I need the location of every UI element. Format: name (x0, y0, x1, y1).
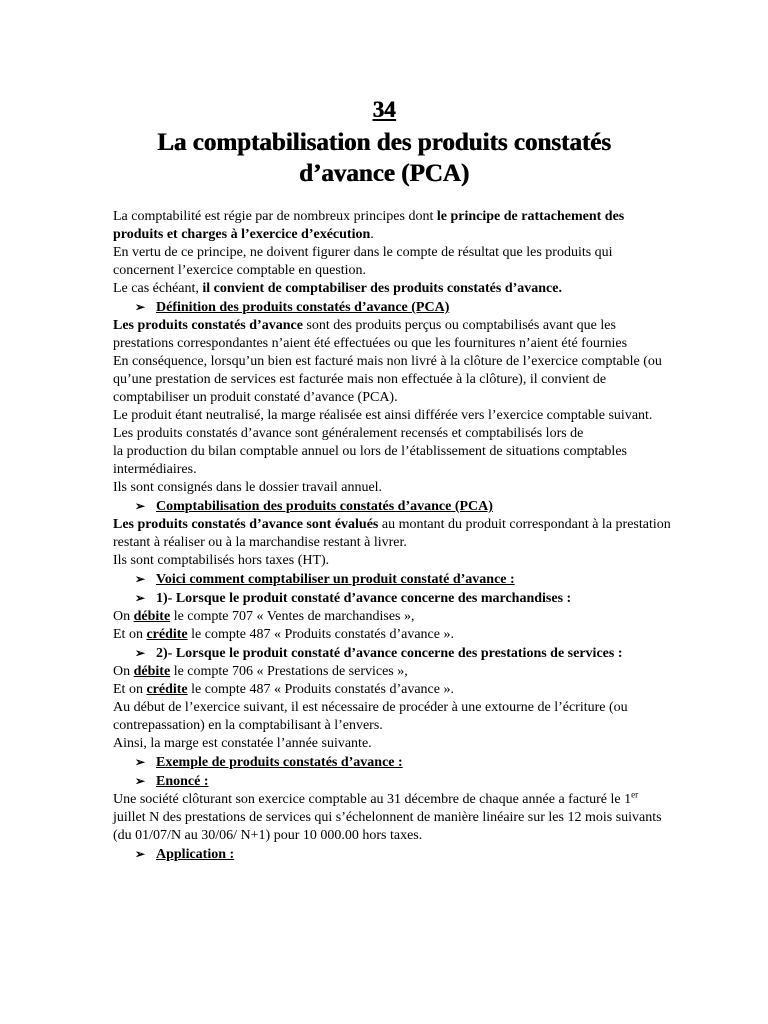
case2-debit-line: On débite le compte 706 « Prestations de services », (113, 664, 408, 679)
comptabilisation-paragraph-4: Ainsi, la marge est constatée l’année suivante. (113, 736, 372, 751)
arrow-bullet-icon: ➢ (135, 774, 146, 788)
comptabilisation-paragraph-1: Les produits constatés d’avance sont évalués au montant du produit correspondant à la prestation restant à réaliser ou à la marchandise restant à livrer. (113, 517, 671, 550)
comptabilisation-paragraph-3: Au début de l’exercice suivant, il est nécessaire de procéder à une extourne de l’écriture (ou contrepassation) en la comptabilisant à l’envers. (113, 700, 628, 733)
heading-exemple: ➢ Exemple de produits constatés d’avance : (135, 755, 403, 770)
title-line-2: d’avance (PCA) (298, 160, 470, 187)
case1-debit-line: On débite le compte 707 « Ventes de marchandises », (113, 609, 415, 624)
heading-comptabilisation: ➢ Comptabilisation des produits constatés d’avance (PCA) (135, 499, 493, 514)
definition-paragraph-1: Les produits constatés d’avance sont des produits perçus ou comptabilisés avant que les prestations correspondantes n’aient été effectuées ou que les fournitures n’aient été fournies (113, 318, 628, 351)
comptabilisation-paragraph-2: Ils sont comptabilisés hors taxes (HT). (113, 553, 330, 568)
heading-enonce: ➢ Enoncé : (135, 774, 209, 789)
document-body (113, 208, 673, 864)
arrow-bullet-icon: ➢ (135, 591, 146, 605)
heading-application: ➢ Application : (135, 847, 235, 862)
case2-credit-line: Et on crédite le compte 487 « Produits constatés d’avance ». (113, 682, 454, 697)
arrow-bullet-icon: ➢ (135, 499, 146, 513)
heading-voici: ➢ Voici comment comptabiliser un produit constaté d’avance : (135, 572, 515, 587)
heading-definition: ➢ Définition des produits constatés d’avance (PCA) (135, 300, 450, 315)
intro-paragraph-3: Le cas échéant, il convient de comptabiliser des produits constatés d’avance. (113, 281, 562, 296)
intro-paragraph-2: En vertu de ce principe, ne doivent figurer dans le compte de résultat que les produits qui concernent l’exercice comptable en question. (113, 245, 613, 278)
arrow-bullet-icon: ➢ (135, 300, 146, 314)
definition-paragraph-4: Les produits constatés d’avance sont généralement recensés et comptabilisés lors de la production du bilan comptable annuel ou lors de l’établissement de situations comptables intermédiaires. (113, 426, 627, 477)
exemple-paragraph: Une société clôturant son exercice comptable au 31 décembre de chaque année a facturé le 1er juillet N des prestations de services qui s’échelonnent de manière linéaire sur les 12 mois suivants (du 01/07/N au 30/06/ N+1) pour 10 000.00 hors taxes. (113, 789, 662, 843)
arrow-bullet-icon: ➢ (135, 755, 146, 769)
arrow-bullet-icon: ➢ (135, 646, 146, 660)
page-title (100, 127, 668, 189)
definition-paragraph-3: Le produit étant neutralisé, la marge réalisée est ainsi différée vers l’exercice comptable suivant. (113, 408, 653, 423)
arrow-bullet-icon: ➢ (135, 572, 146, 586)
chapter-number: 34 (372, 97, 396, 122)
arrow-bullet-icon: ➢ (135, 847, 146, 861)
definition-paragraph-2: En conséquence, lorsqu’un bien est facturé mais non livré à la clôture de l’exercice comptable (ou qu’une prestation de services est facturée mais non effectuée à la clôture), il convient de comptabiliser un produit constaté d’avance (PCA). (113, 354, 662, 405)
definition-paragraph-5: Ils sont consignés dans le dossier travail annuel. (113, 480, 383, 495)
title-line-1: La comptabilisation des produits constatés (157, 129, 611, 156)
case1-credit-line: Et on crédite le compte 487 « Produits constatés d’avance ». (113, 627, 454, 642)
intro-paragraph-1: La comptabilité est régie par de nombreux principes dont le principe de rattachement des produits et charges à l’exercice d’exécution. (113, 209, 625, 242)
heading-case-services: ➢ 2)- Lorsque le produit constaté d’avance concerne des prestations de services : (135, 646, 623, 661)
heading-case-marchandises: ➢ 1)- Lorsque le produit constaté d’avance concerne des marchandises : (135, 591, 572, 606)
